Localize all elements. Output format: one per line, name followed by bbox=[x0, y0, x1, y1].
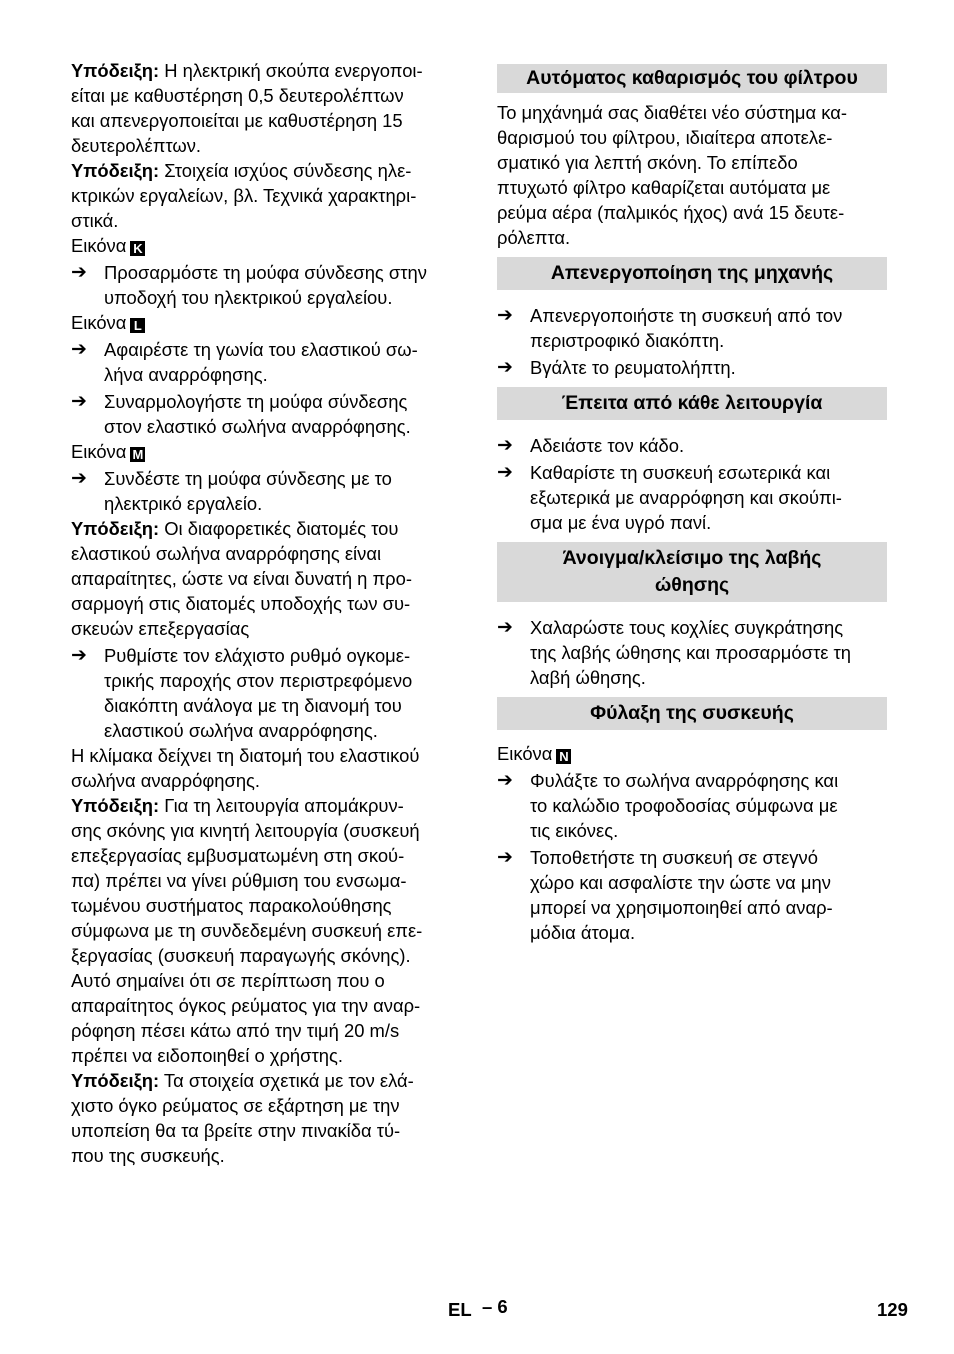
step-text: Αφαιρέστε τη γωνία του ελαστικού σω- λήνα αναρρόφησης. bbox=[104, 339, 418, 385]
figure-ref-l bbox=[71, 310, 463, 335]
figure-letter-n: N bbox=[556, 749, 571, 764]
step-item bbox=[71, 643, 463, 743]
arrow-right-icon: ➔ bbox=[71, 262, 87, 283]
section-heading-storage: Φύλαξη της συσκευής bbox=[497, 697, 887, 730]
right-column bbox=[497, 64, 887, 945]
left-column bbox=[71, 58, 463, 1168]
section-heading-push-handle: Άνοιγμα/κλείσιμο της λαβής ώθησης bbox=[497, 542, 887, 602]
note-text: Τα στοιχεία σχετικά με τον ελά- χιστο όγκο ρεύματος σε εξάρτηση με την υποπείση θα τα βρείτε στην πινακίδα τύ- που της συσκευής. bbox=[71, 1070, 414, 1166]
figure-word: Εικόνα bbox=[497, 743, 553, 764]
note-label: Υπόδειξη: bbox=[71, 160, 160, 181]
note-label: Υπόδειξη: bbox=[71, 1070, 160, 1091]
note-label: Υπόδειξη: bbox=[71, 60, 160, 81]
step-text: Τοποθετήστε τη συσκευή σε στεγνό χώρο και ασφαλίστε την ώστε να μην μπορεί να χρησιμοποιηθεί από αναρ- μόδια άτομα. bbox=[530, 847, 833, 943]
step-text: Βγάλτε το ρευματολήπτη. bbox=[530, 357, 736, 378]
note-label: Υπόδειξη: bbox=[71, 518, 160, 539]
arrow-right-icon: ➔ bbox=[497, 357, 513, 378]
arrow-right-icon: ➔ bbox=[497, 462, 513, 483]
arrow-right-icon: ➔ bbox=[497, 770, 513, 791]
step-item bbox=[497, 845, 887, 945]
note-hint-dust-extraction bbox=[71, 793, 463, 1068]
arrow-right-icon: ➔ bbox=[71, 468, 87, 489]
figure-word: Εικόνα bbox=[71, 235, 127, 256]
step-item bbox=[497, 303, 887, 353]
figure-word: Εικόνα bbox=[71, 312, 127, 333]
note-hint-delay bbox=[71, 58, 463, 158]
figure-ref-k bbox=[71, 233, 463, 258]
figure-letter-l: L bbox=[130, 318, 145, 333]
figure-letter-m: M bbox=[130, 447, 145, 462]
page-number: 129 bbox=[877, 1299, 908, 1320]
step-item bbox=[497, 433, 887, 458]
note-text: Για τη λειτουργία απομάκρυν- σης σκόνης για κινητή λειτουργία (συσκευή επεξεργασίας εμβυσματωμένη στη σκού- πα) πρέπει να γίνει ρύθμιση του ενσωμα- τωμένου συστήματος παρακολούθησης σύμφωνα με τη συνδεδεμένη συσκευή επε- ξεργασίας (συσκευή παραγωγής σκόνης). Αυτό σημαίνει ότι σε περίπτωση που ο απαραίτητος όγκος ρεύματος για την αναρ- ρόφηση πέσει κάτω από την τιμή 20 m/s πρέπει να ειδοποιηθεί ο χρήστης. bbox=[71, 795, 423, 1066]
step-item bbox=[71, 260, 463, 310]
note-text: Στοιχεία ισχύος σύνδεσης ηλε- κτρικών εργαλείων, βλ. Τεχνικά χαρακτηρι- στικά. bbox=[71, 160, 417, 231]
step-text: Συνδέστε τη μούφα σύνδεσης με το ηλεκτρικό εργαλείο. bbox=[104, 468, 392, 514]
note-label: Υπόδειξη: bbox=[71, 795, 160, 816]
arrow-right-icon: ➔ bbox=[71, 339, 87, 360]
note-text: Οι διαφορετικές διατομές του ελαστικού σωλήνα αναρρόφησης είναι απαραίτητες, ώστε να είναι δυνατή η προ- σαρμογή στις διατομές υποδοχής των συ- σκευών επεξεργασίας bbox=[71, 518, 412, 639]
note-hint-power bbox=[71, 158, 463, 233]
step-item bbox=[497, 615, 887, 690]
step-item bbox=[497, 460, 887, 535]
step-item bbox=[71, 466, 463, 516]
note-hint-rating-plate bbox=[71, 1068, 463, 1168]
figure-word: Εικόνα bbox=[71, 441, 127, 462]
step-text: Προσαρμόστε τη μούφα σύνδεσης στην υποδοχή του ηλεκτρικού εργαλείου. bbox=[104, 262, 427, 308]
step-text: Ρυθμίστε τον ελάχιστο ρυθμό ογκομε- τρικής παροχής στον περιστρεφόμενο διακόπτη ανάλογα με τη διανομή του ελαστικού σωλήνα αναρρόφησης. bbox=[104, 645, 413, 741]
step-item bbox=[497, 768, 887, 843]
section-heading-shutdown: Απενεργοποίηση της μηχανής bbox=[497, 257, 887, 290]
arrow-right-icon: ➔ bbox=[497, 847, 513, 868]
footer-language: EL bbox=[448, 1299, 472, 1320]
step-text: Συναρμολογήστε τη μούφα σύνδεσης στον ελαστικό σωλήνα αναρρόφησης. bbox=[104, 391, 411, 437]
figure-ref-m bbox=[71, 439, 463, 464]
step-text: Αδειάστε τον κάδο. bbox=[530, 435, 685, 456]
step-text: Χαλαρώστε τους κοχλίες συγκράτησης της λαβής ώθησης και προσαρμόστε τη λαβή ώθησης. bbox=[530, 617, 852, 688]
arrow-right-icon: ➔ bbox=[497, 305, 513, 326]
arrow-right-icon: ➔ bbox=[497, 617, 513, 638]
note-hint-diameters bbox=[71, 516, 463, 641]
section-heading-filter-cleaning: Αυτόματος καθαρισμός του φίλτρου bbox=[497, 64, 887, 93]
step-text: Απενεργοποιήστε τη συσκευή από τον περιστροφικό διακόπτη. bbox=[530, 305, 843, 351]
step-text: Φυλάξτε το σωλήνα αναρρόφησης και το καλώδιο τροφοδοσίας σύμφωνα με τις εικόνες. bbox=[530, 770, 839, 841]
paragraph-filter: Το μηχάνημά σας διαθέτει νέο σύστημα κα- θαρισμού του φίλτρου, ιδιαίτερα αποτελε- σματικό για λεπτή σκόνη. Το επίπεδο πτυχωτό φίλτρο καθαρίζεται αυτόματα με ρεύμα αέρα (παλμικός ήχος) ανά 15 δευτε- ρόλεπτα. bbox=[497, 102, 847, 248]
section-heading-after-operation: Έπειτα από κάθε λειτουργία bbox=[497, 387, 887, 420]
figure-ref-n bbox=[497, 741, 887, 766]
note-text: Η ηλεκτρική σκούπα ενεργοποι- είται με καθυστέρηση 0,5 δευτερολέπτων και απενεργοποιείται με καθυστέρηση 15 δευτερολέπτων. bbox=[71, 60, 423, 156]
step-item bbox=[71, 337, 463, 387]
arrow-right-icon: ➔ bbox=[497, 435, 513, 456]
step-text: Καθαρίστε τη συσκευή εσωτερικά και εξωτερικά με αναρρόφηση και σκούπι- σμα με ένα υγρό πανί. bbox=[530, 462, 842, 533]
figure-letter-k: K bbox=[130, 241, 145, 256]
arrow-right-icon: ➔ bbox=[71, 391, 87, 412]
step-item bbox=[497, 355, 887, 380]
footer-section-page: – 6 bbox=[482, 1296, 508, 1317]
step-item bbox=[71, 389, 463, 439]
arrow-right-icon: ➔ bbox=[71, 645, 87, 666]
paragraph-scale: Η κλίμακα δείχνει τη διατομή του ελαστικού σωλήνα αναρρόφησης. bbox=[71, 745, 420, 791]
